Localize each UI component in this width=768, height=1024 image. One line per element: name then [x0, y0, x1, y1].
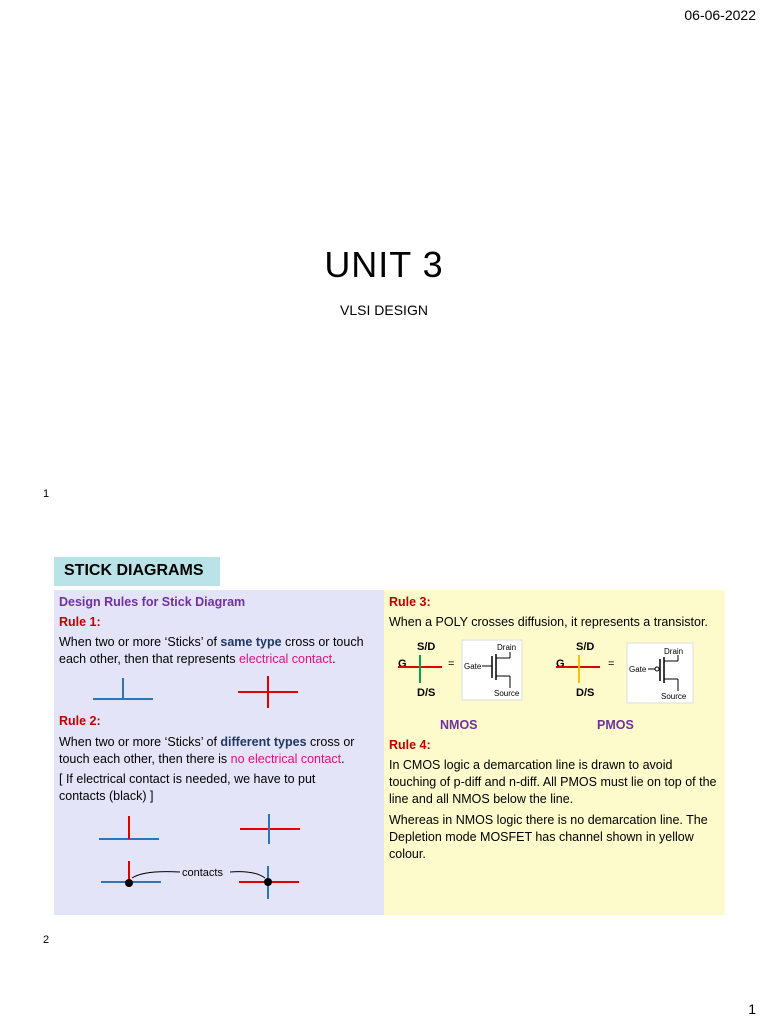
no-electrical-contact-highlight: no electrical contact	[230, 752, 342, 766]
contacts-arrow-left	[132, 872, 180, 878]
slide-date: 06-06-2022	[684, 7, 756, 23]
rule3-label: Rule 3:	[389, 595, 431, 609]
pmos-sd-label: S/D	[576, 641, 595, 653]
same-type-emphasis: same type	[220, 635, 282, 649]
rule4-para1: In CMOS logic a demarcation line is drawn to avoid touching of p-diff and n-diff. All PMOS must lie on top of the line and all NMOS below the line.	[389, 758, 717, 806]
page-number: 1	[748, 1001, 756, 1017]
slide-subtitle: VLSI DESIGN	[340, 302, 428, 318]
rule3-text: When a POLY crosses diffusion, it represents a transistor.	[389, 615, 708, 629]
svg-text:Drain: Drain	[497, 643, 517, 652]
rule4-para2: Whereas in NMOS logic there is no demarcation line. The Depletion mode MOSFET has channel shown in yellow colour.	[389, 813, 708, 861]
slide-number-2: 2	[43, 934, 50, 946]
svg-text:Gate: Gate	[464, 662, 482, 671]
nmos-label: NMOS	[440, 718, 478, 732]
rule4-label: Rule 4:	[389, 738, 431, 752]
contacts-arrow-right	[230, 872, 265, 878]
slide-title: UNIT 3	[324, 244, 444, 285]
stick-diagrams-heading	[54, 557, 220, 586]
pmos-symbol	[627, 643, 693, 703]
svg-text:Source: Source	[661, 692, 687, 701]
svg-text:Drain: Drain	[664, 647, 684, 656]
rule2-label: Rule 2:	[59, 714, 101, 728]
pmos-label: PMOS	[597, 718, 634, 732]
nmos-symbol	[462, 640, 522, 700]
pmos-ds-label: D/S	[576, 687, 595, 699]
nmos-sd-label: S/D	[417, 641, 436, 653]
rule2-note: [ If electrical contact is needed, we have to put contacts (black) ]	[59, 772, 316, 803]
contact-dot	[264, 878, 272, 886]
pmos-equals: =	[608, 658, 615, 670]
slide-number-1: 1	[43, 488, 50, 500]
rule3-transistor-figure	[384, 636, 725, 736]
svg-text:Source: Source	[494, 689, 520, 698]
contacts-label: contacts	[182, 867, 223, 879]
rule2-sticks-figure	[54, 808, 384, 904]
different-types-emphasis: different types	[220, 735, 307, 749]
heading-text: STICK DIAGRAMS	[64, 562, 204, 579]
design-rules-title: Design Rules for Stick Diagram	[59, 595, 246, 609]
rule2-text: When two or more ‘Sticks’ of different types cross or touch each other, then there is no electrical contact.	[59, 735, 355, 766]
nmos-equals: =	[448, 658, 455, 670]
rule1-label: Rule 1:	[59, 615, 101, 629]
pmos-g-label: G	[556, 658, 565, 670]
rule1-sticks-figure	[54, 672, 384, 712]
nmos-ds-label: D/S	[417, 687, 436, 699]
rule1-text: When two or more ‘Sticks’ of same type cross or touch each other, then that represents electrical contact.	[59, 635, 364, 666]
electrical-contact-highlight: electrical contact	[238, 652, 333, 666]
svg-text:Gate: Gate	[629, 665, 647, 674]
nmos-g-label: G	[398, 658, 407, 670]
contact-dot	[125, 879, 133, 887]
